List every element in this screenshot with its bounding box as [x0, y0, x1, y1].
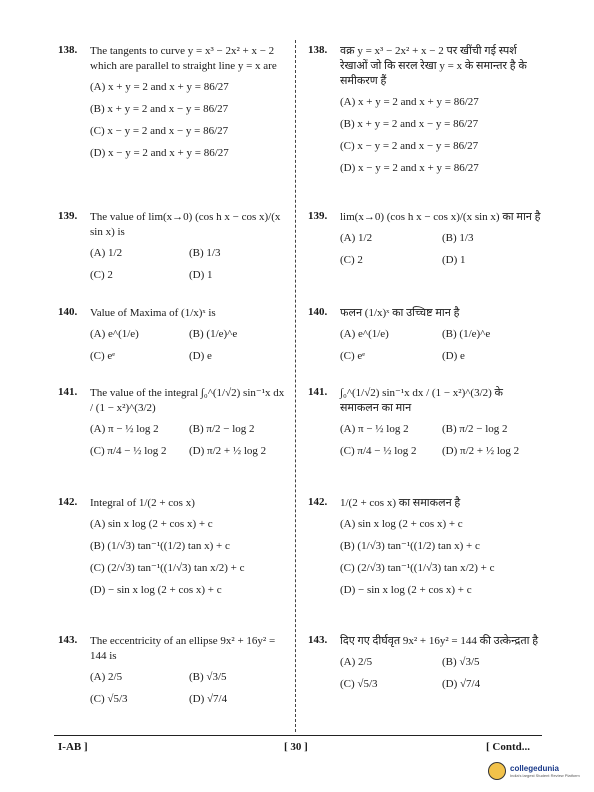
answer-option-row: [90, 264, 288, 286]
question-body: [340, 386, 544, 462]
question-stem: The value of the integral ∫₀^(1/√2) sin⁻¹x dx / (1 − x²)^(3/2): [90, 387, 285, 414]
answer-option: (D) − sin x log (2 + cos x) + c: [340, 584, 472, 596]
continued-label: [ Contd...: [486, 741, 531, 753]
question-number: 139.: [58, 210, 78, 222]
answer-option-row: [340, 440, 544, 462]
answer-option-row: [90, 666, 288, 688]
brand-watermark: [488, 762, 580, 780]
answer-option-row: [340, 673, 544, 695]
footer-rule: [54, 735, 542, 736]
question-number: 141.: [58, 386, 78, 398]
paper-code: I-AB ]: [58, 741, 88, 753]
answer-option: (B) (1/e)^e: [442, 328, 491, 340]
answer-option: (A) e^(1/e): [340, 328, 389, 340]
answer-option: (C) (2/√3) tan⁻¹((1/√3) tan x/2) + c: [340, 562, 495, 574]
answer-option: (B) (1/√3) tan⁻¹((1/2) tan x) + c: [340, 540, 480, 552]
question-stem: दिए गए दीर्घवृत 9x² + 16y² = 144 की उत्केन्द्रता है: [340, 635, 539, 647]
answer-option: (A) 2/5: [90, 671, 123, 683]
answer-option: (B) 1/3: [189, 247, 221, 259]
answer-option: (B) x + y = 2 and x − y = 86/27: [90, 103, 229, 115]
answer-option: (D) 1: [442, 254, 466, 266]
answer-option: (A) 1/2: [90, 247, 123, 259]
question-body: [90, 496, 288, 601]
question-body: [90, 306, 288, 367]
question-body: [90, 44, 288, 164]
question-body: [340, 44, 544, 179]
answer-option: (B) (1/e)^e: [189, 328, 238, 340]
answer-option-row: [340, 651, 544, 673]
answer-option: (B) √3/5: [442, 656, 480, 668]
answer-option: (A) x + y = 2 and x + y = 86/27: [90, 81, 229, 93]
answer-option: (C) √5/3: [90, 693, 128, 705]
answer-option: (D) √7/4: [189, 693, 228, 705]
answer-option: (B) π/2 − log 2: [442, 423, 508, 435]
answer-option: (C) x − y = 2 and x − y = 86/27: [340, 140, 479, 152]
answer-option: (B) √3/5: [189, 671, 227, 683]
question-stem: The tangents to curve y = x³ − 2x² + x − 2 which are parallel to straight line y = x are: [90, 45, 277, 72]
question-number: 140.: [308, 306, 328, 318]
answer-option: (B) (1/√3) tan⁻¹((1/2) tan x) + c: [90, 540, 230, 552]
question-stem: वक्र y = x³ − 2x² + x − 2 पर खींची गई स्पर्श रेखाओं जो कि सरल रेखा y = x के समान्तर है के समीकरण हैं: [340, 45, 527, 87]
answer-option: (C) √5/3: [340, 678, 378, 690]
answer-option: (D) √7/4: [442, 678, 481, 690]
column-divider: [295, 40, 296, 732]
answer-option: (D) x − y = 2 and x + y = 86/27: [90, 147, 229, 159]
question-number: 139.: [308, 210, 328, 222]
answer-option-row: [90, 688, 288, 710]
answer-option: (D) e: [189, 350, 212, 362]
answer-option-row: [340, 323, 544, 345]
answer-option: (D) 1: [189, 269, 213, 281]
page-number: [ 30 ]: [284, 741, 308, 753]
answer-option-row: [90, 440, 288, 462]
answer-option-row: [90, 242, 288, 264]
question-number: 143.: [58, 634, 78, 646]
question-number: 142.: [58, 496, 78, 508]
answer-option: (B) π/2 − log 2: [189, 423, 255, 435]
answer-option: (B) 1/3: [442, 232, 474, 244]
answer-option: (C) π/4 − ½ log 2: [340, 445, 417, 457]
answer-option-row: [340, 227, 544, 249]
answer-option: (A) 1/2: [340, 232, 373, 244]
question-stem: Value of Maxima of (1/x)ˣ is: [90, 307, 216, 319]
answer-option: (C) (2/√3) tan⁻¹((1/√3) tan x/2) + c: [90, 562, 245, 574]
brand-tagline: India's largest Student Review Platform: [510, 773, 580, 778]
answer-option: (A) e^(1/e): [90, 328, 139, 340]
question-stem: ∫₀^(1/√2) sin⁻¹x dx / (1 − x²)^(3/2) के समाकलन का मान: [340, 387, 503, 414]
answer-option: (B) x + y = 2 and x − y = 86/27: [340, 118, 479, 130]
answer-option-row: [90, 418, 288, 440]
answer-option: (D) π/2 + ½ log 2: [189, 445, 267, 457]
question-body: [90, 634, 288, 710]
answer-option: (A) 2/5: [340, 656, 373, 668]
answer-option: (A) sin x log (2 + cos x) + c: [90, 518, 213, 530]
question-number: 138.: [308, 44, 328, 56]
brand-logo-icon: [488, 762, 506, 780]
answer-option: (C) eᵉ: [340, 350, 366, 362]
answer-option: (A) π − ½ log 2: [340, 423, 409, 435]
question-stem: Integral of 1/(2 + cos x): [90, 497, 195, 509]
question-body: [340, 634, 544, 695]
answer-option-row: [340, 418, 544, 440]
question-body: [340, 210, 544, 271]
question-body: [90, 210, 288, 286]
question-number: 141.: [308, 386, 328, 398]
question-body: [340, 496, 544, 601]
answer-option: (C) π/4 − ½ log 2: [90, 445, 167, 457]
answer-option-row: [90, 345, 288, 367]
answer-option: (A) sin x log (2 + cos x) + c: [340, 518, 463, 530]
answer-option: (D) − sin x log (2 + cos x) + c: [90, 584, 222, 596]
question-number: 142.: [308, 496, 328, 508]
answer-option: (A) x + y = 2 and x + y = 86/27: [340, 96, 479, 108]
answer-option: (C) eᵉ: [90, 350, 116, 362]
answer-option-row: [340, 345, 544, 367]
answer-option: (D) x − y = 2 and x + y = 86/27: [340, 162, 479, 174]
question-number: 140.: [58, 306, 78, 318]
answer-option-row: [340, 249, 544, 271]
question-number: 143.: [308, 634, 328, 646]
brand-name: collegedunia: [510, 764, 559, 773]
answer-option: (D) e: [442, 350, 465, 362]
question-stem: lim(x→0) (cos h x − cos x)/(x sin x) का मान है: [340, 211, 541, 223]
question-stem: The value of lim(x→0) (cos h x − cos x)/(x sin x) is: [90, 211, 281, 238]
answer-option-row: [90, 323, 288, 345]
answer-option: (C) 2: [340, 254, 363, 266]
question-number: 138.: [58, 44, 78, 56]
question-body: [90, 386, 288, 462]
answer-option: (A) π − ½ log 2: [90, 423, 159, 435]
question-stem: 1/(2 + cos x) का समाकलन है: [340, 497, 461, 509]
question-body: [340, 306, 544, 367]
question-stem: फलन (1/x)ˣ का उच्चिष्ट मान है: [340, 307, 460, 319]
answer-option: (C) 2: [90, 269, 113, 281]
answer-option: (C) x − y = 2 and x − y = 86/27: [90, 125, 229, 137]
answer-option: (D) π/2 + ½ log 2: [442, 445, 520, 457]
question-stem: The eccentricity of an ellipse 9x² + 16y² = 144 is: [90, 635, 276, 662]
